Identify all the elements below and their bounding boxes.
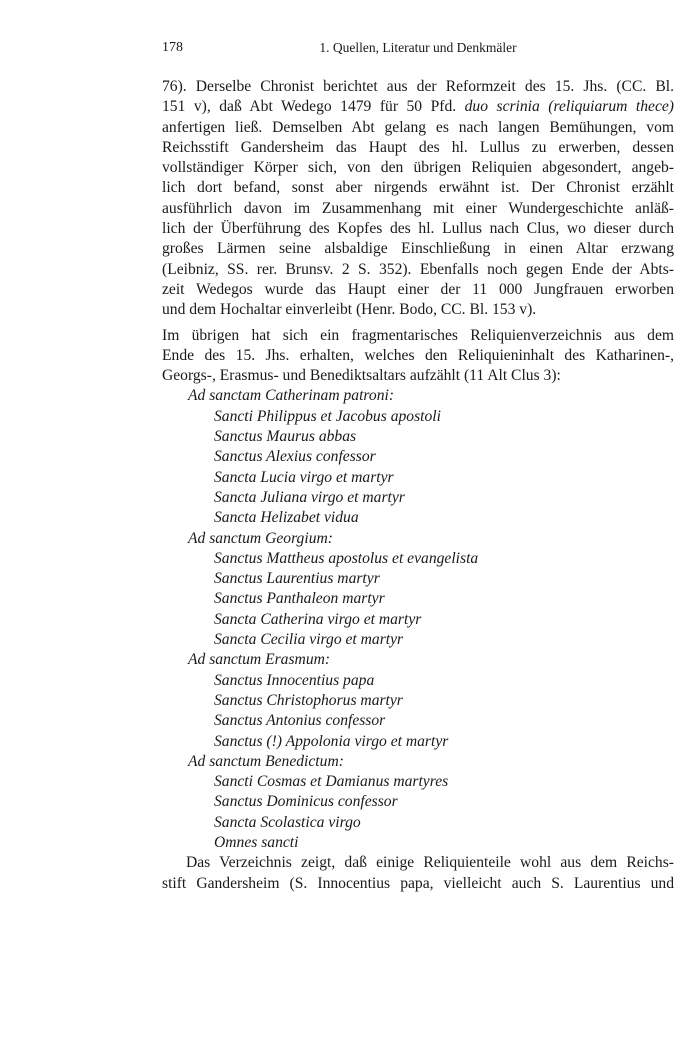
text-line: vollständiger Körper sich, von den übrigen Reliquien abgesondert, angeb- bbox=[162, 159, 674, 177]
text-line: lich der Überführung des Kopfes des hl. Lullus nach Clus, wo dieser durch bbox=[162, 220, 674, 238]
relic-item: Sancti Philippus et Jacobus apostoli bbox=[214, 407, 441, 425]
altar-heading: Ad sanctum Benedictum: bbox=[188, 752, 344, 770]
running-title: 1. Quellen, Literatur und Denkmäler bbox=[319, 40, 517, 55]
relic-item: Sanctus (!) Appolonia virgo et martyr bbox=[214, 732, 449, 750]
text-line: Reichsstift Gandersheim das Haupt des hl. Lullus zu erwerben, dessen bbox=[162, 138, 674, 156]
paragraph-chronicle bbox=[162, 77, 674, 321]
page-body bbox=[162, 77, 674, 894]
relic-item: Sancti Cosmas et Damianus martyres bbox=[214, 773, 449, 791]
altar-group-catherine bbox=[162, 386, 674, 528]
text-segment: 151 v), daß Abt Wedego 1479 für 50 Pfd. bbox=[162, 98, 457, 116]
relic-item: Sancta Juliana virgo et martyr bbox=[214, 488, 405, 506]
relic-item: Sanctus Maurus abbas bbox=[214, 428, 357, 446]
text-line: Das Verzeichnis zeigt, daß einige Reliquienteile wohl aus dem Reichs- bbox=[186, 854, 674, 872]
altar-group-erasmus bbox=[162, 650, 674, 751]
paragraph-inventory bbox=[162, 326, 674, 387]
text-line: anfertigen ließ. Demselben Abt gelang es nach langen Bemühungen, vom bbox=[162, 118, 674, 136]
altar-heading: Ad sanctum Georgium: bbox=[188, 529, 333, 547]
altar-group-george bbox=[162, 529, 674, 651]
relic-item: Sancta Scolastica virgo bbox=[214, 813, 361, 831]
relic-item: Sancta Helizabet vidua bbox=[214, 509, 359, 527]
text-line: und dem Hochaltar einverleibt (Henr. Bodo, CC. Bl. 153 v). bbox=[162, 301, 537, 319]
relic-item: Sancta Cecilia virgo et martyr bbox=[214, 631, 404, 649]
text-line: Georgs-, Erasmus- und Benediktsaltars aufzählt (11 Alt Clus 3): bbox=[162, 367, 561, 385]
relic-item: Sanctus Christophorus martyr bbox=[214, 691, 403, 709]
text-line: großes Lärmen seine alsbaldige Einschließung in einen Altar erzwang bbox=[162, 240, 674, 258]
paragraph-conclusion bbox=[162, 853, 674, 894]
text-line: (Leibniz, SS. rer. Brunsv. 2 S. 352). Ebenfalls noch gegen Ende der Abts- bbox=[162, 260, 674, 278]
relic-item: Sanctus Innocentius papa bbox=[214, 671, 375, 689]
text-line: lich dort befand, sonst aber nirgends erwähnt ist. Der Chronist erzählt bbox=[162, 179, 674, 197]
text-line: ausführlich davon im Zusammenhang mit einer Wundergeschichte anläß- bbox=[162, 199, 674, 217]
text-line: Ende des 15. Jhs. erhalten, welches den Reliquieninhalt des Katharinen-, bbox=[162, 346, 674, 364]
text-line: stift Gandersheim (S. Innocentius papa, vielleicht auch S. Laurentius und bbox=[162, 874, 674, 892]
altar-group-benedict bbox=[162, 752, 674, 853]
relic-item: Sanctus Antonius confessor bbox=[214, 712, 386, 730]
text-line: Im übrigen hat sich ein fragmentarisches Reliquienverzeichnis aus dem bbox=[162, 326, 674, 344]
text-line bbox=[162, 97, 674, 117]
relic-item: Omnes sancti bbox=[214, 833, 299, 851]
text-line: 76). Derselbe Chronist berichtet aus der Reformzeit des 15. Jhs. (CC. Bl. bbox=[162, 78, 674, 95]
relic-list bbox=[162, 386, 674, 853]
page-number: 178 bbox=[162, 40, 183, 55]
relic-item: Sanctus Panthaleon martyr bbox=[214, 590, 385, 608]
altar-heading: Ad sanctum Erasmum: bbox=[188, 651, 331, 669]
text-line: zeit Wedegos wurde das Haupt einer der 11 000 Jungfrauen erworben bbox=[162, 280, 674, 298]
relic-item: Sanctus Dominicus confessor bbox=[214, 793, 398, 811]
altar-heading: Ad sanctam Catherinam patroni: bbox=[188, 387, 395, 405]
relic-item: Sanctus Alexius confessor bbox=[214, 448, 376, 466]
relic-item: Sanctus Laurentius martyr bbox=[214, 570, 380, 588]
latin-quote: duo scrinia (reliquiarum thece) bbox=[464, 98, 674, 116]
page-header bbox=[162, 40, 674, 62]
relic-item: Sancta Lucia virgo et martyr bbox=[214, 468, 394, 486]
relic-item: Sancta Catherina virgo et martyr bbox=[214, 610, 422, 628]
relic-item: Sanctus Mattheus apostolus et evangelista bbox=[214, 549, 479, 567]
